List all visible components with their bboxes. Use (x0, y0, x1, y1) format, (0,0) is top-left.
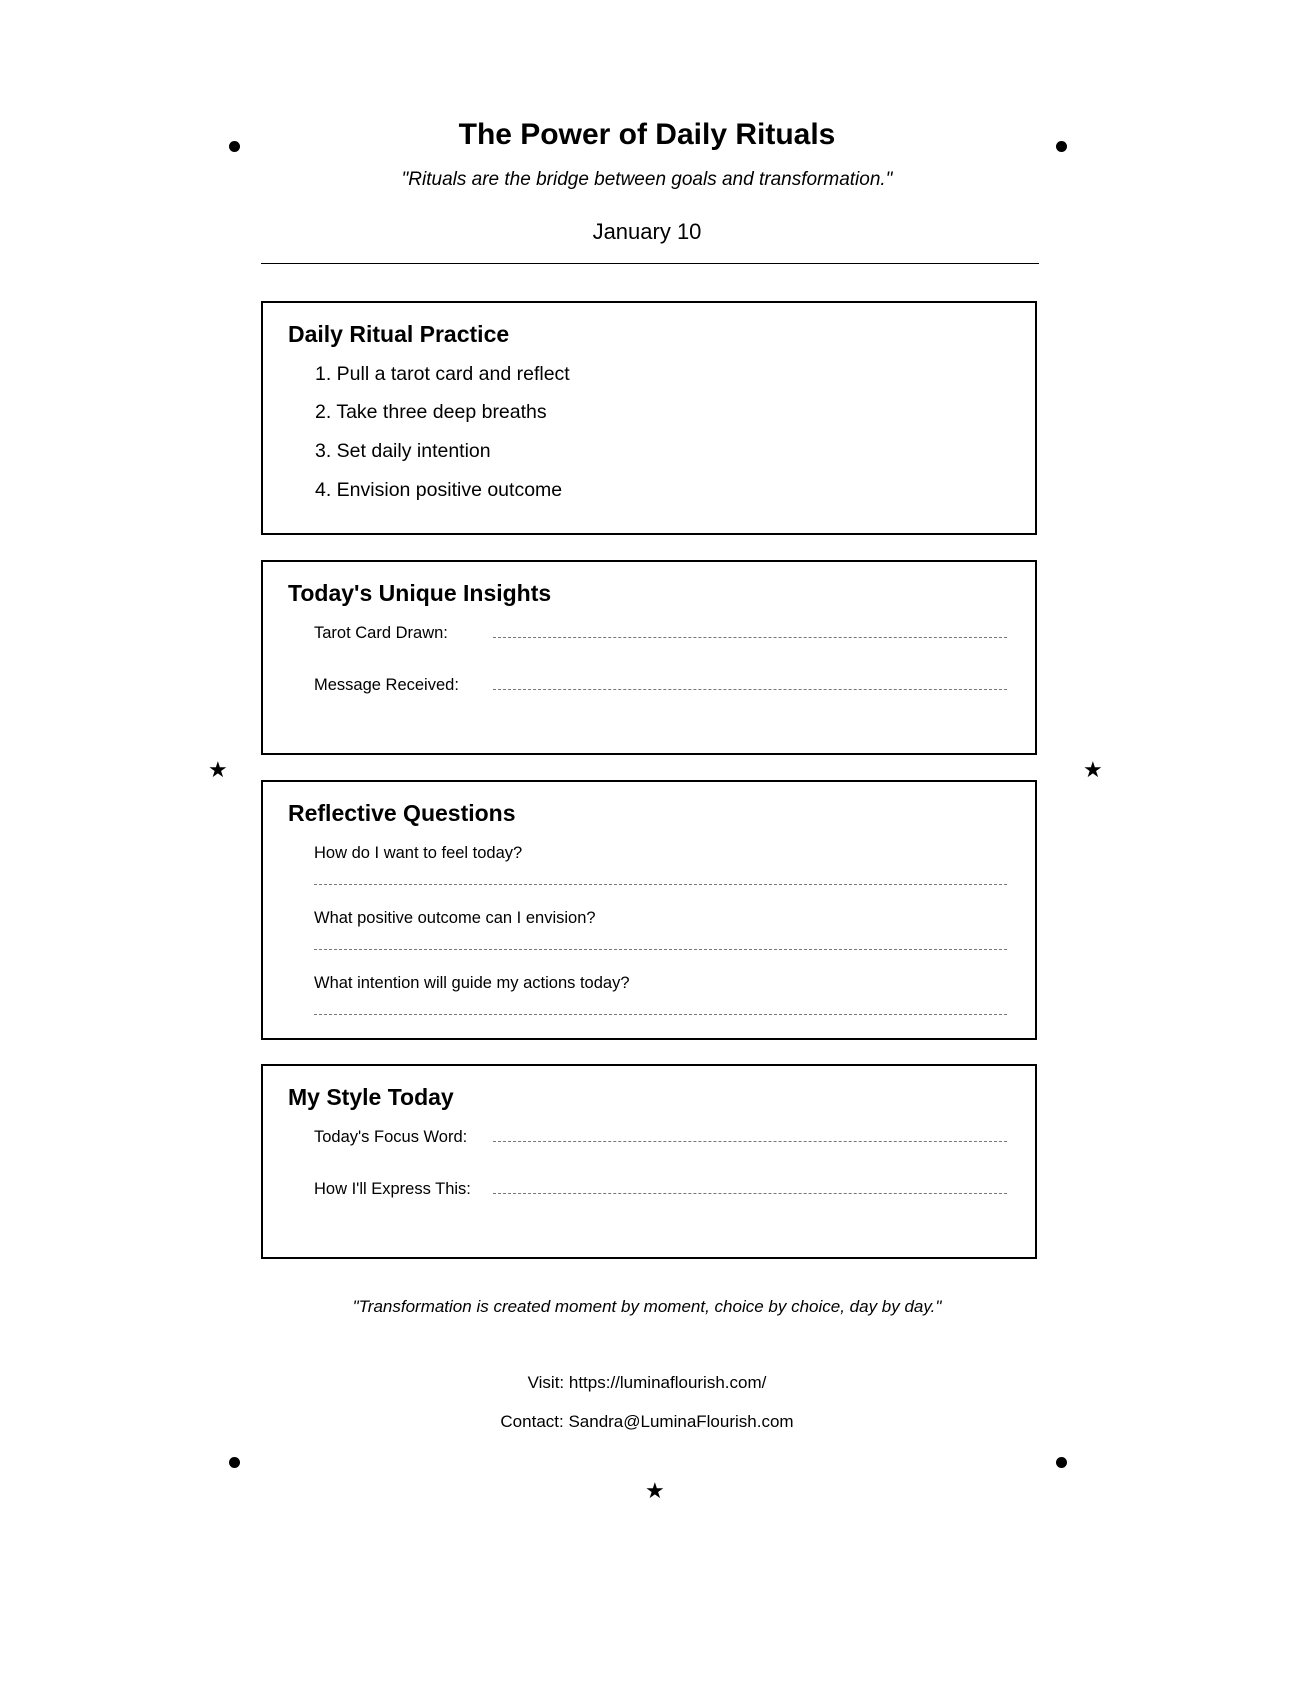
ritual-step: 4. Envision positive outcome (315, 479, 563, 501)
message-input-line[interactable] (493, 689, 1007, 690)
ritual-practice-card (261, 301, 1037, 535)
tarot-card-input-line[interactable] (493, 637, 1007, 638)
header-quote: "Rituals are the bridge between goals and transformation." (401, 169, 893, 190)
focus-word-input-line[interactable] (493, 1141, 1007, 1142)
ritual-step: 3. Set daily intention (315, 440, 491, 462)
contact-email[interactable]: Contact: Sandra@LuminaFlourish.com (500, 1412, 794, 1431)
message-label: Message Received: (314, 676, 459, 694)
focus-word-label: Today's Focus Word: (314, 1128, 468, 1146)
question-label: What positive outcome can I envision? (314, 909, 596, 927)
answer-line[interactable] (314, 884, 1007, 885)
express-label: How I'll Express This: (314, 1180, 471, 1198)
style-today-card (261, 1064, 1037, 1259)
star-icon: ★ (645, 1478, 665, 1503)
closing-quote: "Transformation is created moment by moment, choice by choice, day by day." (352, 1297, 942, 1316)
website-link[interactable]: Visit: https://luminaflourish.com/ (527, 1373, 767, 1392)
star-icon: ★ (1083, 757, 1103, 782)
ritual-practice-heading: Daily Ritual Practice (288, 321, 510, 347)
insights-heading: Today's Unique Insights (288, 580, 552, 606)
ritual-step: 1. Pull a tarot card and reflect (315, 363, 570, 385)
header-divider (261, 263, 1039, 264)
corner-dot-icon (1056, 1457, 1067, 1468)
entry-date: January 10 (592, 219, 702, 244)
reflective-questions-card (261, 780, 1037, 1040)
express-input-line[interactable] (493, 1193, 1007, 1194)
ritual-step: 2. Take three deep breaths (315, 401, 547, 423)
answer-line[interactable] (314, 1014, 1007, 1015)
insights-card (261, 560, 1037, 755)
star-icon: ★ (208, 757, 228, 782)
style-today-heading: My Style Today (288, 1084, 454, 1110)
page-title: The Power of Daily Rituals (458, 118, 836, 151)
corner-dot-icon (229, 1457, 240, 1468)
reflective-heading: Reflective Questions (288, 800, 516, 826)
answer-line[interactable] (314, 949, 1007, 950)
question-label: What intention will guide my actions today? (314, 974, 630, 992)
tarot-card-label: Tarot Card Drawn: (314, 624, 448, 642)
question-label: How do I want to feel today? (314, 844, 523, 862)
